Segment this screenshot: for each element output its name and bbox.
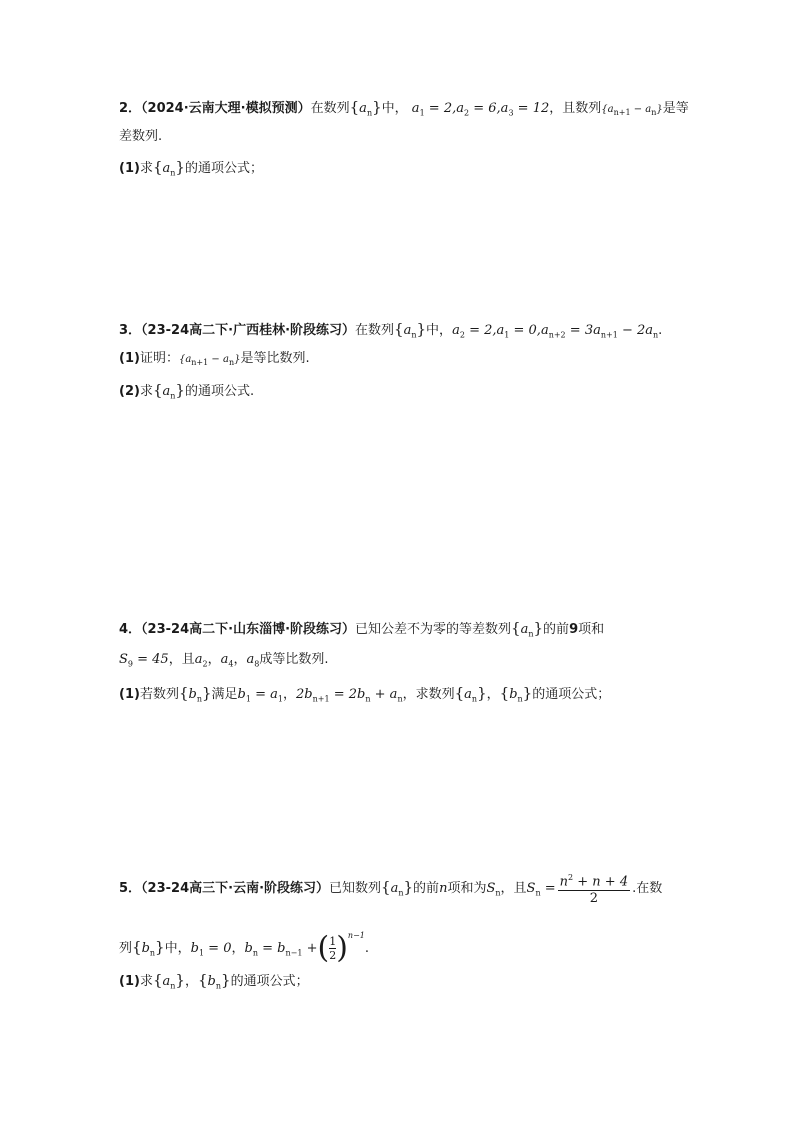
problem-5-source: （23-24高三下·云南·阶段练习） (141, 881, 330, 897)
problem-5-number: 5． (119, 881, 142, 897)
problem-5-question-1: (1)求$\{a_n\}$，$\{b_n\}$的通项公式； (119, 971, 309, 991)
problem-3-number: 3． (119, 323, 142, 338)
problem-5-line-1: 5．（23-24高三下·云南·阶段练习）已知数列$\{a_n\}$的前n项和为$S_n$，且$S_n$ = $\frac{n^2 + n + 4}{2}$ .在数 (119, 870, 662, 911)
problem-4-number: 4． (119, 622, 142, 637)
problem-3-source: （23-24高二下·广西桂林·阶段练习） (141, 323, 356, 338)
problem-2-number: 2． (119, 101, 142, 116)
sequence-a: $\{a_n\}$ (394, 320, 427, 340)
sequence-a: $\{a_n\}$ (349, 98, 382, 118)
recurrence: $a_2 = 2,a_1 = 0,a_{n+2} = 3a_{n+1} - 2a_n$ (452, 323, 659, 340)
sum-formula: $S_n$ = (526, 881, 556, 898)
problem-4-question-1: (1)若数列$\{b_n\}$满足$b_1 = a_1$，$2b_{n+1} = 2b_n + a_n$，求数列$\{a_n\}$，$\{b_n\}$的通项公式； (119, 684, 611, 704)
problem-3-line-1: 3．（23-24高二下·广西桂林·阶段练习）在数列$\{a_n\}$中，$a_2 = 2,a_1 = 0,a_{n+2} = 3a_{n+1} - 2a_n$. (119, 320, 663, 340)
sum-s9: $S_9 = 45$ (119, 652, 169, 669)
problem-4-line-1: 4．（23-24高二下·山东淄博·阶段练习）已知公差不为零的等差数列$\{a_n\}$的前9项和 (119, 619, 605, 639)
b-recurrence: $b_n = b_{n-1}$ + (244, 941, 318, 958)
problem-4-source: （23-24高二下·山东淄博·阶段练习） (141, 622, 356, 637)
problem-2-line-1: 2．（2024·云南大理·模拟预测）在数列$\{a_n\}$中， $a_1 = 2,a_2 = 6,a_3 = 12$，且数列$\{a_{n+1} - a_n\}$是等 (119, 98, 689, 118)
difference-sequence: $\{a_{n+1} - a_n\}$ (601, 104, 663, 117)
problem-2-line-2: 差数列. (119, 129, 163, 144)
problem-3-question-1: (1)证明：$\{a_{n+1} - a_n\}$是等比数列. (119, 351, 310, 367)
problem-3-question-2: (2)求$\{a_n\}$的通项公式. (119, 381, 255, 401)
problem-4-line-2: $S_9 = 45$，且$a_2$，$a_4$，$a_8$成等比数列. (119, 652, 329, 669)
given-values: $a_1 = 2,a_2 = 6,a_3 = 12$ (411, 101, 550, 118)
problem-2-source: （2024·云南大理·模拟预测） (141, 101, 311, 116)
sum-fraction: $\frac{n^2 + n + 4}{2}$ (558, 870, 630, 907)
problem-5-line-2: 列$\{b_n\}$中，$b_1 = 0$，$b_n = b_{n-1}$ +( $\frac{1}{2}$ )$^{n-1}$. (119, 930, 370, 966)
problem-2-question-1: (1)求$\{a_n\}$的通项公式； (119, 158, 263, 178)
